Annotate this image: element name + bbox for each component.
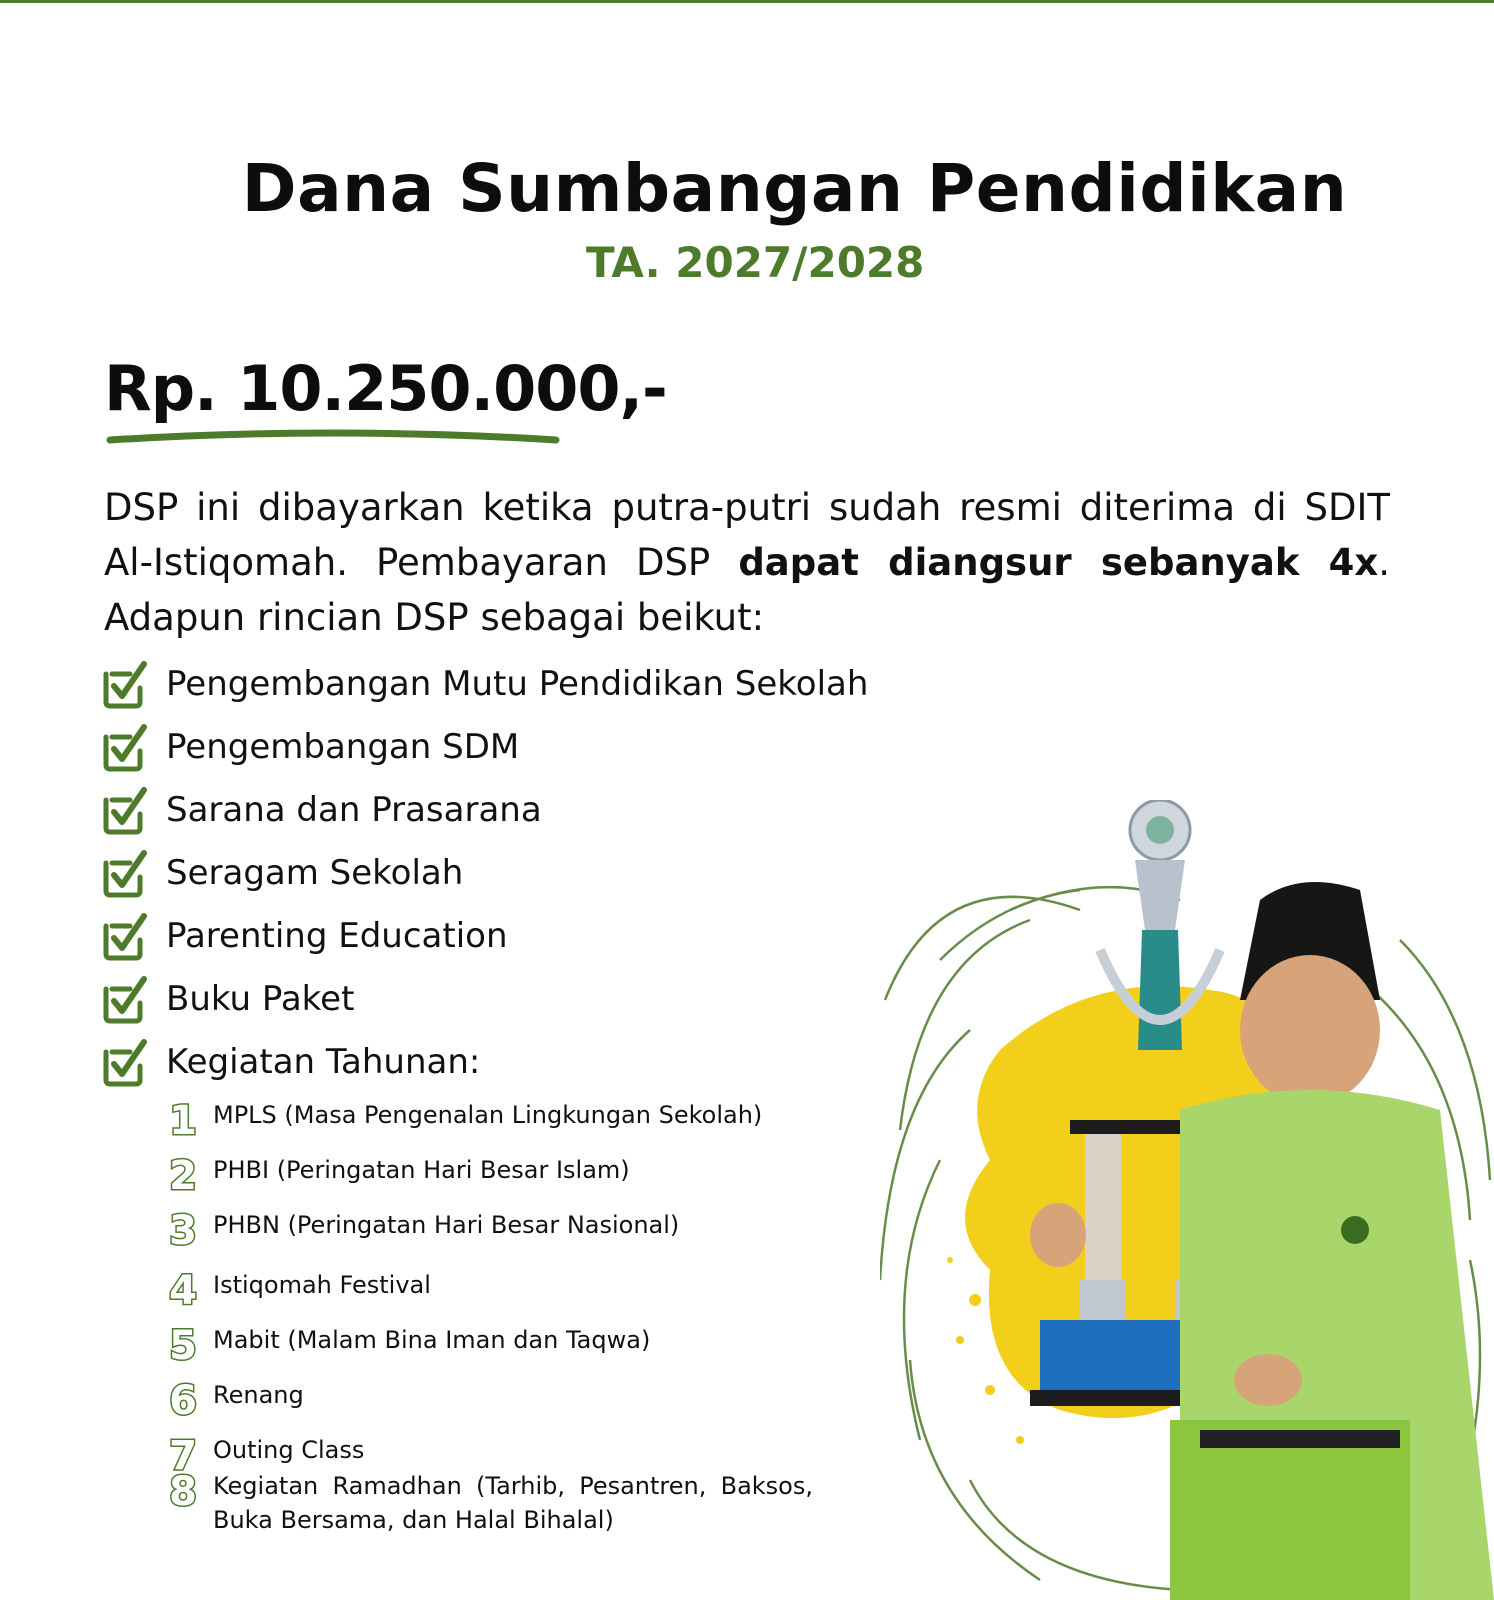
intro-text-1: DSP ini dibayarkan ketika putra-putri sudah resmi diterima di SDIT Al-Istiqomah. Pembayaran DSP [104,486,1390,584]
checklist-item-label: Pengembangan SDM [166,726,520,767]
checklist-item [100,1030,900,1093]
checklist-item [100,778,900,841]
number-3-icon [163,1206,203,1250]
activity-number: 3 [169,1208,197,1250]
checklist-item [100,904,900,967]
activity-label: PHBN (Peringatan Hari Besar Nasional) [213,1211,680,1239]
number-1-icon [163,1096,203,1140]
number-5-icon [163,1321,203,1365]
checklist-item-label: Pengembangan Mutu Pendidikan Sekolah [166,663,869,704]
page-title: Dana Sumbangan Pendidikan [241,150,1348,227]
activity-item [163,1321,813,1376]
activity-number: 4 [169,1268,197,1310]
activity-number: 6 [169,1378,197,1420]
activity-label: PHBI (Peringatan Hari Besar Islam) [213,1156,630,1184]
checklist-item-label: Kegiatan Tahunan: [166,1041,481,1082]
checklist-item [100,715,900,778]
activity-item [163,1467,813,1537]
activity-item [163,1096,813,1151]
activity-label: Istiqomah Festival [213,1271,431,1299]
activity-number: 8 [169,1469,197,1511]
checklist-item-label: Sarana dan Prasarana [166,789,542,830]
checklist-item-label: Seragam Sekolah [166,852,464,893]
activity-item [163,1206,813,1266]
activity-item [163,1151,813,1206]
dsp-checklist [100,652,900,1093]
activity-number: 2 [169,1153,197,1195]
activity-label: Kegiatan Ramadhan (Tarhib, Pesantren, Baksos, Buka Bersama, dan Halal Bihalal) [213,1472,813,1534]
checkbox-check-icon [100,784,152,836]
intro-paragraph [104,480,1390,645]
checkbox-check-icon [100,721,152,773]
checklist-item [100,967,900,1030]
academic-year: TA. 2027/2028 [586,238,925,287]
activity-item [163,1376,813,1431]
activity-label: MPLS (Masa Pengenalan Lingkungan Sekolah) [213,1101,763,1129]
student-trophy-photo [880,800,1494,1600]
checklist-item [100,652,900,715]
price-amount: Rp. 10.250.000,- [104,352,667,425]
number-4-icon [163,1266,203,1310]
top-border [0,0,1494,3]
intro-text-2: . Adapun rincian DSP sebagai beikut: [104,541,1391,639]
checkbox-check-icon [100,658,152,710]
checklist-item [100,841,900,904]
number-2-icon [163,1151,203,1195]
number-8-icon [163,1467,203,1511]
number-6-icon [163,1376,203,1420]
activity-item [163,1266,813,1321]
checkbox-check-icon [100,973,152,1025]
checkbox-check-icon [100,847,152,899]
activity-item [163,1431,813,1475]
annual-activities-list [163,1096,813,1537]
activity-number: 1 [169,1098,197,1140]
activity-label: Outing Class [213,1436,365,1464]
activity-label: Mabit (Malam Bina Iman dan Taqwa) [213,1326,651,1354]
checklist-item-label: Buku Paket [166,978,355,1019]
activity-number: 7 [169,1433,197,1475]
checkbox-check-icon [100,1036,152,1088]
price-underline [104,428,564,448]
activity-label: Renang [213,1381,304,1409]
checklist-item-label: Parenting Education [166,915,508,956]
activity-number: 5 [169,1323,197,1365]
intro-text-bold: dapat diangsur sebanyak 4x [738,541,1379,584]
checkbox-check-icon [100,910,152,962]
